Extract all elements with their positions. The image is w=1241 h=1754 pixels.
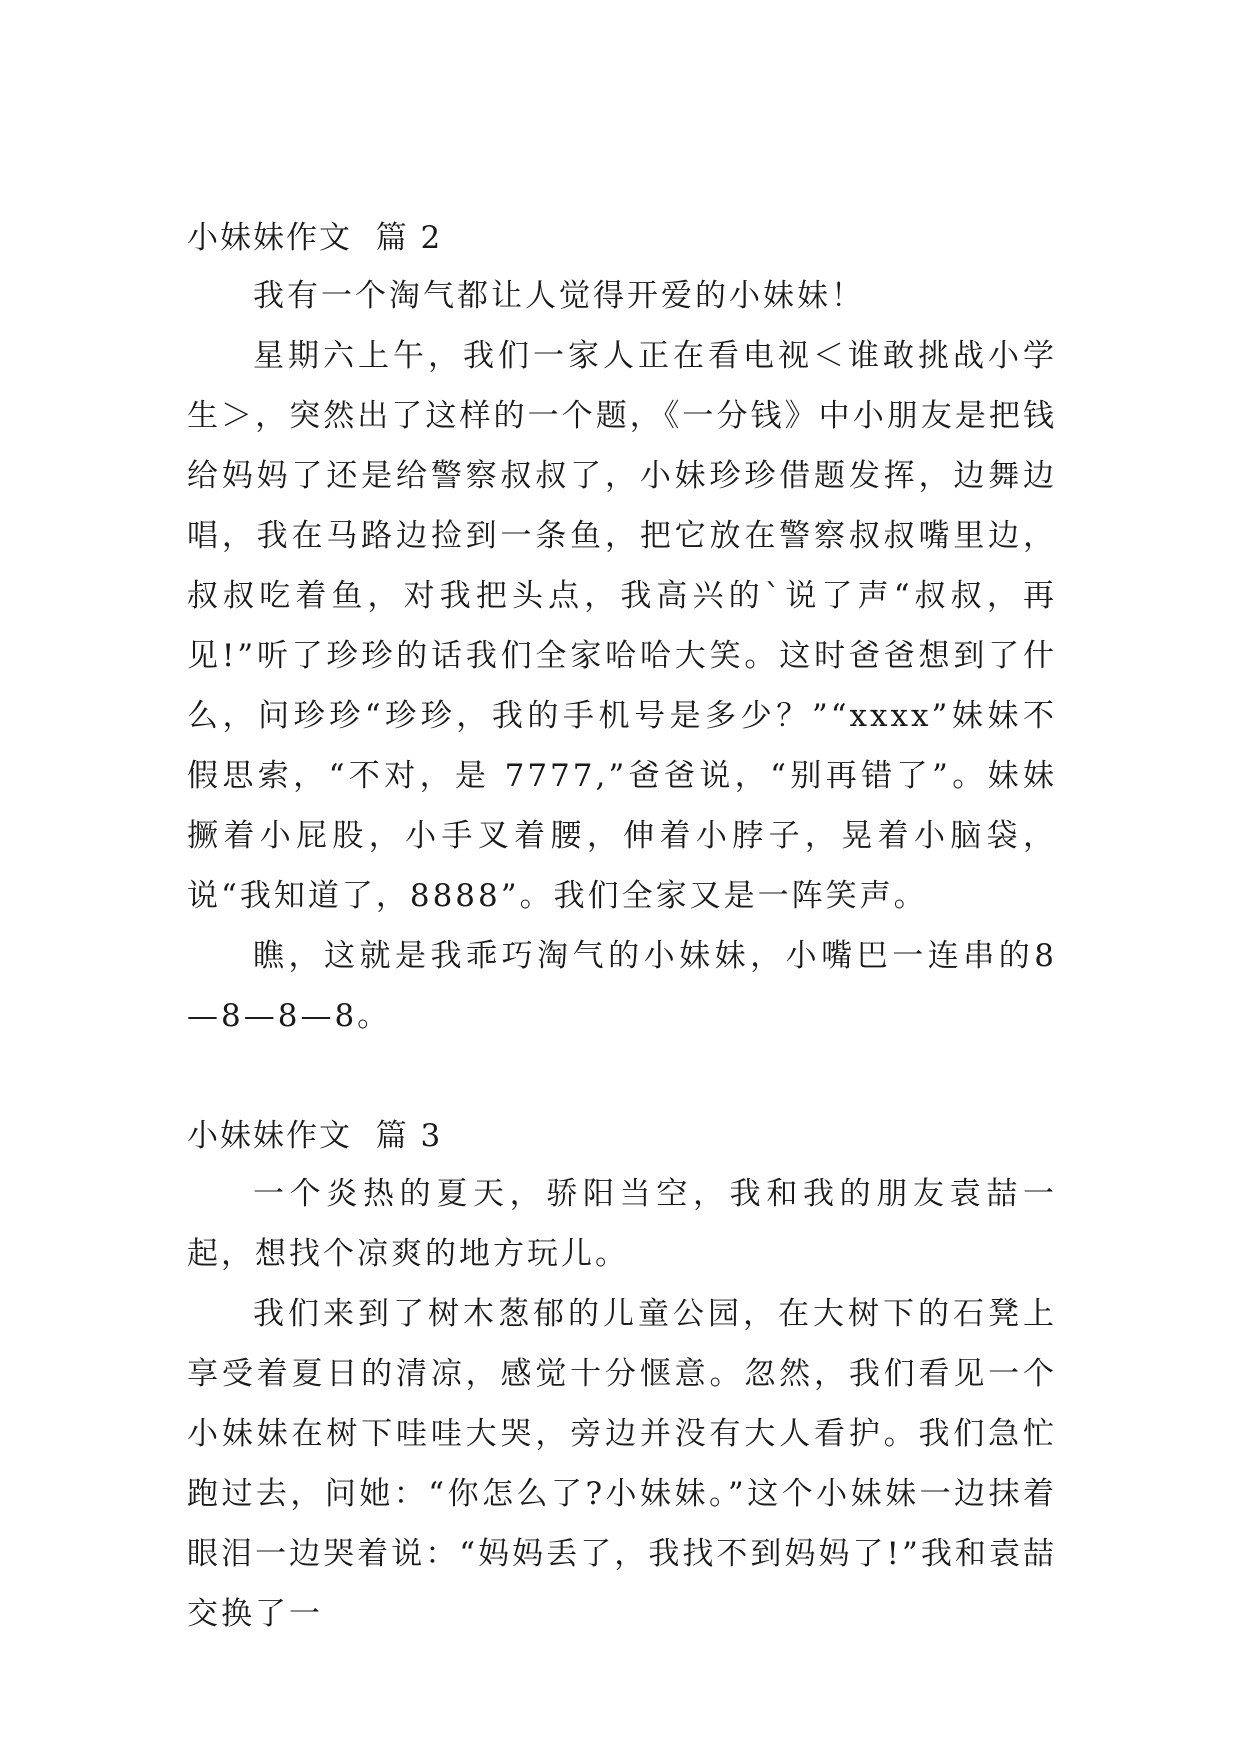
section-heading: 小妹妹作文 篇 3 [187, 1118, 443, 1154]
paragraph: 一个炎热的夏天，骄阳当空，我和我的朋友袁喆一起，想找个凉爽的地方玩儿。 [187, 1176, 1057, 1272]
document-page [187, 210, 1057, 1644]
paragraph: 瞧，这就是我乖巧淘气的小妹妹，小嘴巴一连串的8—8—8—8。 [187, 938, 1057, 1034]
section-heading: 小妹妹作文 篇 2 [187, 220, 443, 256]
paragraph: 我们来到了树木葱郁的儿童公园，在大树下的石凳上享受着夏日的清凉，感觉十分惬意。忽然，我们看见一个小妹妹在树下哇哇大哭，旁边并没有大人看护。我们急忙跑过去，问她：“你怎么了?小妹妹。”这个小妹妹一边抹着眼泪一边哭着说：“妈妈丢了，我找不到妈妈了!”我和袁喆交换了一 [187, 1296, 1057, 1632]
essay-section-3 [187, 1108, 1057, 1644]
paragraph: 星期六上午，我们一家人正在看电视＜谁敢挑战小学生＞，突然出了这样的一个题，《一分钱》中小朋友是把钱给妈妈了还是给警察叔叔了，小妹珍珍借题发挥，边舞边唱，我在马路边捡到一条鱼，把它放在警察叔叔嘴里边，叔叔吃着鱼，对我把头点，我高兴的`说了声“叔叔，再见!”听了珍珍的话我们全家哈哈大笑。这时爸爸想到了什么，问珍珍“珍珍，我的手机号是多少？”“xxxx”妹妹不假思索，“不对，是 7777,”爸爸说，“别再错了”。妹妹撅着小屁股，小手叉着腰，伸着小脖子，晃着小脑袋，说“我知道了，8888”。我们全家又是一阵笑声。 [187, 338, 1057, 914]
paragraph: 我有一个淘气都让人觉得开爱的小妹妹！ [253, 278, 865, 314]
section-spacer [187, 1046, 1057, 1108]
essay-section-2 [187, 210, 1057, 1046]
